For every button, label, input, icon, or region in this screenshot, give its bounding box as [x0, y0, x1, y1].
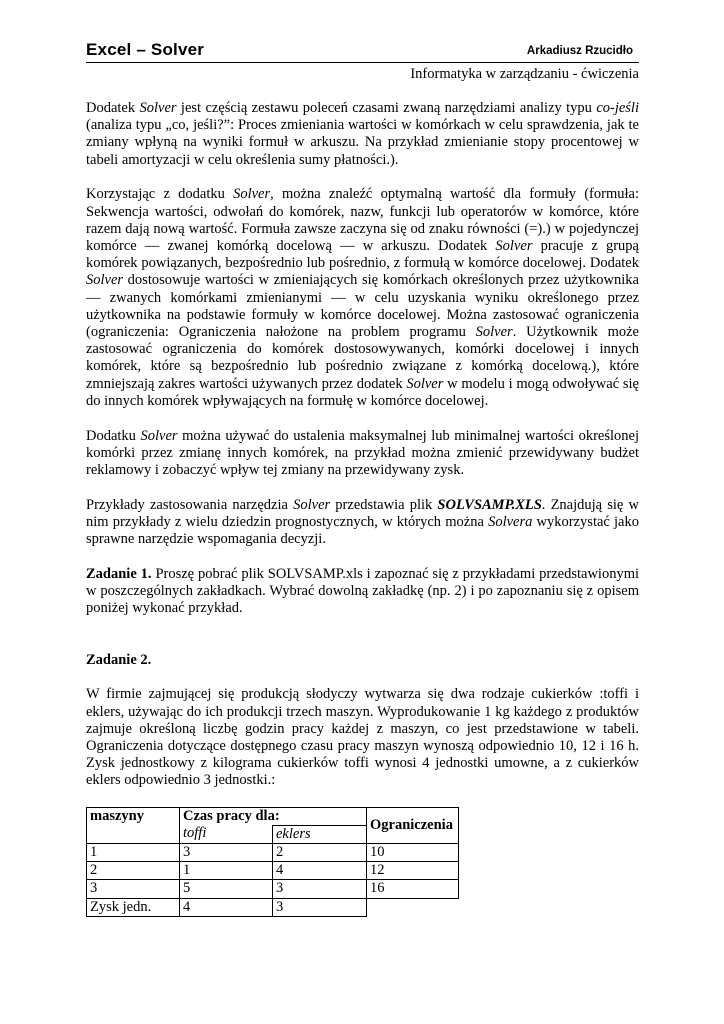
header-limits: Ograniczenia	[367, 807, 459, 843]
table-row: 1 3 2 10	[87, 844, 459, 862]
doc-title: Excel – Solver	[86, 40, 205, 59]
header-machines: maszyny	[87, 807, 180, 843]
body-text	[86, 100, 639, 917]
paragraph-solver-description: Korzystając z dodatku Solver, można znaleźć optymalną wartość dla formuły (formuła: Sekwencja wartości, odwołań do komórek, nazw, funkcji lub operatorów w komórce, które razem dają nową wartość. Formuła zawsze zaczyna się od znaku równości (=).) w pojedynczej komórce — zwanej komórką docelową — w arkuszu. Dodatek Solver pracuje z grupą komórek powiązanych, bezpośrednio lub pośrednio, z formułą w komórce docelowej. Dodatek Solver dostosowuje wartości w zmieniających się komórkach określonych przez użytkownika — zwanych komórkami zmienianymi — w celu uzyskania wyniku określonego przez użytkownika na podstawie formuły w komórce docelowej. Można zastosować ograniczenia (ograniczenia: Ograniczenia nałożone na problem programu Solver. Użytkownik może zastosować ograniczenia do komórek dostosowywanych, komórki docelowej i innych komórek, które są bezpośrednio lub pośrednio związane z komórką docelową.), które zmniejszają zakres wartości używanych przez dodatek Solver w modelu i mogą odwoływać się do innych komórek wpływających na formułę w komórce docelowej.	[86, 186, 639, 409]
machines-table	[86, 807, 459, 917]
header-work-time: Czas pracy dla:	[180, 807, 367, 825]
header-toffi: toffi	[180, 825, 273, 843]
document-page	[86, 40, 639, 917]
task-2-text: W firmie zajmującej się produkcją słodyczy wytwarza się dwa rodzaje cukierków :toffi i eklers, używając do ich produkcji trzech maszyn. Wyprodukowanie 1 kg każdego z produktów zajmuje określoną liczbę godzin pracy każdej z maszyn, co jest przedstawione w tabeli. Ograniczenia dotyczące dostępnego czasu pracy maszyn wynoszą odpowiednio 10, 12 i 16 h. Zysk jednostkowy z kilograma cukierków toffi wynosi 4 jednostki umowne, a z cukierków eklers odpowiednio 3 jednostki.:	[86, 686, 639, 789]
paragraph-usage: Dodatku Solver można używać do ustalenia maksymalnej lub minimalnej wartości określonej komórki przez zmianę innych komórek, na przykład można zmienić przewidywany budżet reklamowy i zobaczyć wpływ tej zmiany na przewidywany zysk.	[86, 427, 639, 479]
table-row: 3 5 3 16	[87, 880, 459, 898]
task-2-heading: Zadanie 2.	[86, 651, 152, 668]
table-header-row	[87, 807, 459, 825]
header-eklers: eklers	[273, 825, 367, 843]
task-1: Zadanie 1. Proszę pobrać plik SOLVSAMP.xls i zapoznać się z przykładami przedstawionymi w poszczególnych zakładkach. Wybrać dowolną zakładkę (np. 2) i po zapoznaniu się z opisem poniżej wykonać przykład.	[86, 566, 640, 617]
table-row-profit: Zysk jedn. 4 3	[87, 898, 459, 916]
course-subtitle: Informatyka w zarządzaniu - ćwiczenia	[410, 66, 639, 82]
table-row: 2 1 4 12	[87, 862, 459, 880]
paragraph-examples: Przykłady zastosowania narzędzia Solver przedstawia plik SOLVSAMP.XLS. Znajdują się w nim przykłady z wielu dziedzin prognostycznych, w których można Solvera wykorzystać jako sprawne narzędzie wspomagania decyzji.	[86, 496, 639, 548]
header	[86, 40, 639, 63]
task-1-label: Zadanie 1.	[86, 566, 152, 583]
paragraph-intro: Dodatek Solver jest częścią zestawu poleceń czasami zwaną narzędziami analizy typu co-jeśli (analiza typu „co, jeśli?”: Proces zmieniania wartości w komórkach w celu sprawdzenia, jak te zmiany wpłyną na wyniki formuł w arkuszu. Na przykład zmienianie stopy procentowej w tabeli amortyzacji w celu określenia sumy płatności.).	[86, 100, 639, 168]
author: Arkadiusz Rzucidło	[526, 45, 633, 57]
